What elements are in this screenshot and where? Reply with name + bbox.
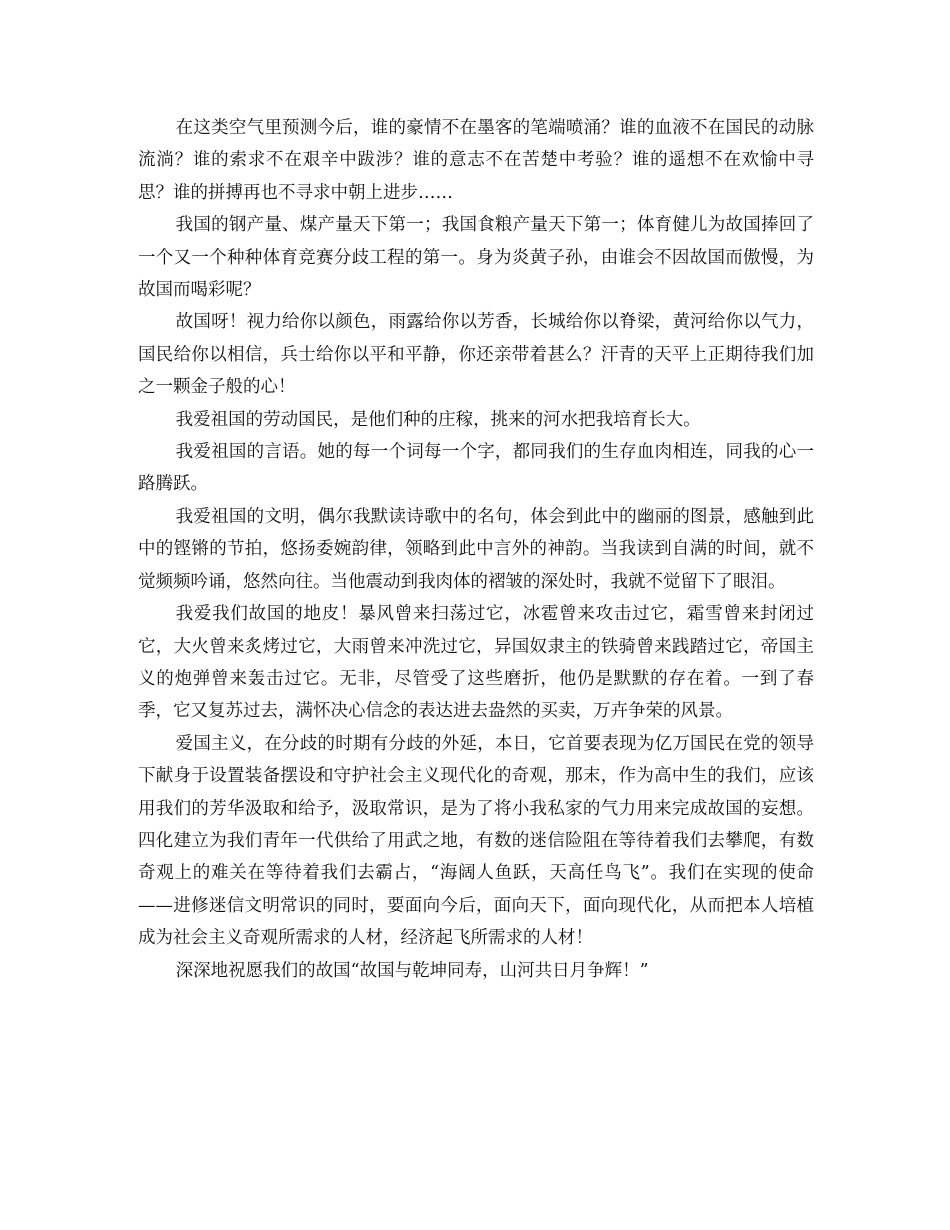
paragraph-8: 爱国主义，在分歧的时期有分歧的外延，本日，它首要表现为亿万国民在党的领导下献身于设置装备摆设和守护社会主义现代化的奇观，那末，作为高中生的我们，应该用我们的芳华汲取和给予，汲取常识，是为了将小我私家的气力用来完成故国的妄想。四化建立为我们青年一代供给了用武之地，有数的迷信险阻在等待着我们去攀爬，有数奇观上的难关在等待着我们去霸占，“海阔人鱼跃，天高任鸟飞”。我们在实现的使命——进修迷信文明常识的同时，要面向今后，面向天下，面向现代化，从而把本人培植成为社会主义奇观所需求的人材，经济起飞所需求的人材！ bbox=[138, 733, 814, 949]
document-body bbox=[138, 112, 814, 987]
paragraph-6: 我爱祖国的文明，偶尔我默读诗歌中的名句，体会到此中的幽丽的图景，感触到此中的铿锵的节拍，悠扬委婉韵律，领略到此中言外的神韵。当我读到自满的时间，就不觉频频吟诵，悠然向往。当他震动到我肉体的褶皱的深处时，我就不觉留下了眼泪。 bbox=[138, 506, 814, 592]
paragraph-2: 我国的钢产量、煤产量天下第一；我国食粮产量天下第一；体育健儿为故国捧回了一个又一个种种体育竞赛分歧工程的第一。身为炎黄子孙，由谁会不因故国而傲慢，为故国而喝彩呢？ bbox=[138, 215, 814, 301]
paragraph-3: 故国呀！视力给你以颜色，雨露给你以芳香，长城给你以脊梁，黄河给你以气力，国民给你以相信，兵士给你以平和平静，你还亲带着甚么？汗青的天平上正期待我们加之一颗金子般的心！ bbox=[138, 312, 814, 398]
paragraph-7: 我爱我们故国的地皮！暴风曾来扫荡过它，冰雹曾来攻击过它，霜雪曾来封闭过它，大火曾来炙烤过它，大雨曾来冲洗过它，异国奴隶主的铁骑曾来践踏过它，帝国主义的炮弹曾来轰击过它。无非，尽管受了这些磨折，他仍是默默的存在着。一到了春季，它又复苏过去，满怀决心信念的表达进去盎然的买卖，万卉争荣的风景。 bbox=[138, 604, 814, 722]
paragraph-9: 深深地祝愿我们的故国“故国与乾坤同寿，山河共日月争辉！” bbox=[175, 960, 649, 981]
paragraph-1: 在这类空气里预测今后，谁的豪情不在墨客的笔端喷涌？谁的血液不在国民的动脉流淌？谁的索求不在艰辛中跋涉？谁的意志不在苦楚中考验？谁的遥想不在欢愉中寻思？谁的拼搏再也不寻求中朝上进步…… bbox=[138, 118, 814, 203]
paragraph-4: 我爱祖国的劳动国民，是他们种的庄稼，挑来的河水把我培育长大。 bbox=[175, 409, 701, 430]
paragraph-5: 我爱祖国的言语。她的每一个词每一个字，都同我们的生存血肉相连，同我的心一路腾跃。 bbox=[138, 442, 814, 495]
